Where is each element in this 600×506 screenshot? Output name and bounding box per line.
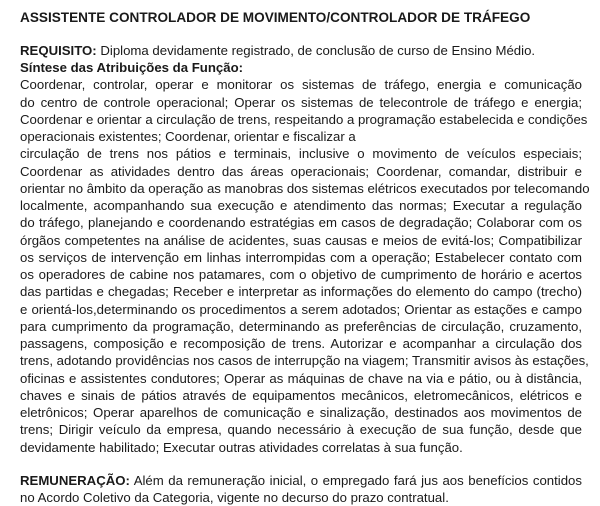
atribuicoes-line: oficinas e assistentes condutores; Operar as máquinas de chave na via e pátio, ou à distância, (20, 370, 582, 386)
atribuicoes-line: chaves e sinais de pátios através de equipamentos mecânicos, eletromecânicos, elétricos e (20, 387, 582, 403)
remuneracao-label: REMUNERAÇÃO: (20, 472, 130, 488)
atribuicoes-line: órgãos competentes na análise de acidentes, suas causas e meios de evitá-los; Compatibilizar (20, 232, 582, 248)
atribuicoes-line: para cumprimento da programação, determinando as preferências de circulação, cruzamento, (20, 318, 582, 334)
atribuicoes-line: os operadores de cabine nos patamares, com o objetivo de cumprimento de horário e acertos (20, 267, 582, 283)
remuneracao-line-2: no Acordo Coletivo da Categoria, vigente no decurso do prazo contratual. (20, 490, 449, 506)
atribuicoes-line: Coordenar as atividades dentro das áreas operacionais; Coordenar, comandar, distribuir e (20, 163, 582, 179)
atribuicoes-line: do centro de controle operacional; Operar os sistemas de telecontrole de tráfego e energia; (20, 94, 582, 110)
atribuicoes-line: e orientá-los,determinando os procedimentos a serem adotados; Orientar as estações e campo (20, 301, 582, 317)
atribuicoes-paragraph (20, 76, 590, 456)
document-title: ASSISTENTE CONTROLADOR DE MOVIMENTO/CONTROLADOR DE TRÁFEGO (20, 10, 531, 25)
atribuicoes-line: Coordenar e orientar a circulação de trens, respeitando a programação estabelecida e condições (20, 111, 588, 127)
remuneracao-line-1 (20, 472, 582, 489)
atribuicoes-line: operacionais existentes; Coordenar, orientar e fiscalizar a (20, 129, 356, 145)
atribuicoes-line: circulação de trens nos pátios e terminais, inclusive o movimento de veículos especiais; (20, 146, 582, 162)
atribuicoes-line: trens, adotando providências nos casos de interrupção na viagem; Transmitir avisos às estações, (20, 353, 589, 369)
atribuicoes-line: passagens, composição e recomposição de trens. Autorizar e acompanhar a circulação dos (20, 336, 582, 352)
requisito-paragraph (20, 42, 582, 59)
atribuicoes-line: das partidas e chegadas; Receber e interpretar as informações do elemento do campo (trecho) (20, 284, 582, 300)
requisito-text: Diploma devidamente registrado, de conclusão de curso de Ensino Médio. (96, 43, 536, 58)
atribuicoes-line: do tráfego, planejando e coordenando estratégias em casos de degradação; Colaborar com os (20, 215, 582, 231)
atribuicoes-line: trens; Dirigir veículo da empresa, quando necessário à execução de sua função, desde que (20, 422, 582, 438)
sintese-heading: Síntese das Atribuições da Função: (20, 60, 244, 76)
atribuicoes-line: devidamente habilitado; Executar outras atividades correlatas à sua função. (20, 439, 463, 455)
atribuicoes-line: os serviços de intervenção em linhas interrompidas com a operação; Estabelecer contato com (20, 249, 582, 265)
remuneracao-text: Além da remuneração inicial, o empregado fará jus aos benefícios contidos (129, 472, 582, 488)
remuneracao-paragraph (20, 472, 582, 506)
atribuicoes-line: Coordenar, controlar, operar e monitorar os sistemas de tráfego, energia e comunicação (20, 77, 582, 93)
atribuicoes-line: eletrônicos; Operar aparelhos de comunicação e sinalização, destinados aos movimentos de (20, 405, 582, 421)
atribuicoes-line: localmente, acompanhando sua execução e atendimento das normas; Executar a regulação (20, 198, 582, 214)
atribuicoes-line: orientar no âmbito da operação as manobras dos sistemas elétricos executados por telecomando (20, 180, 590, 196)
requisito-label: REQUISITO: (20, 43, 97, 58)
